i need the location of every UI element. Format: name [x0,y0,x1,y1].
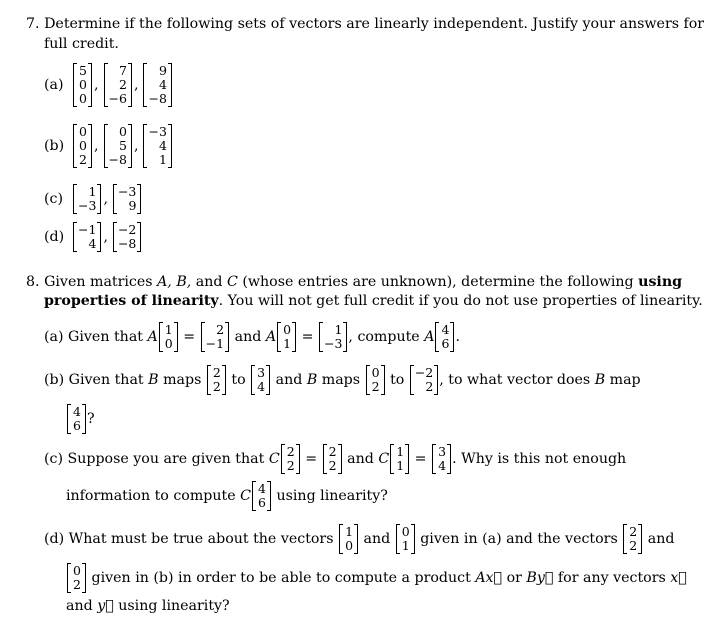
text: Given that [68,329,148,345]
text: and [643,531,675,547]
text: and [66,598,98,614]
vector-entry: −8 [148,91,167,106]
comma: , [94,138,99,154]
vector-entry: 4 [158,138,167,153]
vector-entry: 6 [73,418,81,433]
vector [390,444,409,474]
matrix-a: A [265,329,277,345]
product-by: By⃗ [526,570,554,586]
vector-entry: 1 [396,458,405,473]
text: and [230,329,266,345]
vector-entry: 5 [119,138,127,153]
vector-entry: 1 [345,524,354,539]
q7-vector [104,124,132,168]
vector-entry: 4 [258,481,266,496]
q8-part-c-cont [66,481,388,511]
vector-entry: 9 [158,63,167,78]
text: information to compute [66,488,241,504]
vector-entry: 1 [158,152,167,167]
vector-entry: −3 [148,124,167,139]
q8-number: 8. [26,274,40,290]
q7-vector [143,63,171,107]
vector-entry: 1 [283,336,292,351]
vector-entry: 3 [257,365,266,380]
text: . Why is this not enough [452,451,627,467]
part-label: (a) [44,329,69,345]
vector-y: y⃗ [97,598,114,614]
q7-part-b [44,124,173,168]
vector-entry: 2 [425,379,434,394]
q8-intro-cont: (whose entries are unknown), determine the following [237,274,639,290]
comma: , [103,229,108,245]
vector-entry: 1 [401,538,410,553]
matrix-b: B [148,372,159,388]
q8-part-b [44,365,641,395]
matrix-c: C [240,488,251,504]
vector [201,322,229,352]
vector-entry: 4 [88,236,97,251]
vector-entry: −3 [323,336,343,351]
vector-entry: −3 [117,184,137,199]
text: . [455,329,460,345]
vector-entry: 2 [79,152,87,167]
text: Given that [68,372,149,388]
q8-intro-matrices: A, B, [157,274,192,290]
text: or [502,570,527,586]
comma: , [133,77,139,93]
matrix-a: A [147,329,158,345]
q8-part-d [44,524,674,554]
q8-part-c [44,444,626,474]
q8-part-d-cont [66,563,687,593]
q8-properties-rest: . You will not get full credit if you do not use properties of linearity. [218,293,703,309]
vector-entry: 2 [212,365,221,380]
text: given in (a) and the vectors [415,531,623,547]
vector-entry: 4 [257,379,266,394]
vector-entry: −1 [205,336,225,351]
text: , to what vector does [439,372,595,388]
vector [432,444,451,474]
vector [207,365,226,395]
vector-entry: 6 [441,336,450,351]
vector-entry: 1 [334,322,343,337]
vector-entry: 0 [79,91,87,106]
text: What must be true about the vectors [68,531,339,547]
vector-entry: 2 [212,379,221,394]
vector-entry: 2 [629,524,638,539]
q7-vector [73,63,92,107]
q7-vector [73,124,92,168]
vector-entry: 4 [441,322,450,337]
vector-entry: 7 [119,63,127,78]
part-label: (b) [44,138,65,154]
vector [396,524,415,554]
vector-entry: 0 [371,365,380,380]
text: and [342,451,379,467]
q8-intro-text: Given matrices [44,274,158,290]
q7-vector [73,222,101,252]
vector [252,481,271,511]
vector-entry: 9 [128,198,137,213]
text: and [271,372,307,388]
vector-entry: −8 [108,152,127,167]
matrix-a: A [424,329,435,345]
text: = [300,451,322,467]
vector [623,524,642,554]
vector [323,444,342,474]
matrix-b: B [594,372,606,388]
text: , compute [348,329,425,345]
text: ? [87,411,95,427]
text: Suppose you are given that [67,451,269,467]
text: maps [317,372,365,388]
q7-vector [113,222,141,252]
vector-entry: −6 [108,91,127,106]
vector [435,322,454,352]
vector-entry: 4 [438,458,447,473]
vector-entry: 2 [216,322,225,337]
part-label: (d) [44,229,65,245]
vector [281,444,300,474]
vector-entry: 2 [371,379,380,394]
q8-part-a [44,322,460,352]
text: given in (b) in order to be able to compute a product [87,570,476,586]
vector-entry: 0 [345,538,354,553]
text: and [359,531,395,547]
text: to [226,372,251,388]
vector [251,365,270,395]
text: = [178,329,200,345]
vector-entry: 0 [283,322,292,337]
vector-entry: 1 [88,184,97,199]
vector [319,322,347,352]
q7-part-c [44,184,142,214]
vector-entry: 3 [438,444,447,459]
q7-vector [143,124,171,168]
vector-entry: 0 [119,124,127,139]
matrix-b: B [306,372,318,388]
vector-entry: −3 [78,198,97,213]
vector-entry: 0 [401,524,410,539]
vector-entry: 2 [286,444,295,459]
vector-entry: 2 [328,458,337,473]
q7-text1: Determine if the following sets of vectors are linearly independent. Justify your answers for [44,16,704,32]
vector-entry: 6 [258,495,266,510]
vector [159,322,178,352]
q8-line1 [26,274,682,290]
part-label: (c) [44,451,68,467]
matrix-c: C [378,451,390,467]
q7-vector [104,63,132,107]
text: maps [158,372,206,388]
vector-entry: −8 [117,236,137,251]
q8-intro-and: and [191,274,227,290]
vector-entry: 1 [396,444,405,459]
vector-entry: −1 [78,222,97,237]
vector-entry: 4 [73,404,81,419]
vector [339,524,358,554]
q8-part-b-cont [66,404,95,434]
q7-part-d [44,222,142,252]
text: using linearity? [271,488,388,504]
vector-entry: 2 [286,458,295,473]
vector [67,404,86,434]
q7-line1 [26,16,704,32]
vector-entry: 2 [328,444,337,459]
vector-entry: −2 [117,222,137,237]
vector-entry: 2 [119,77,127,92]
vector [277,322,296,352]
part-label: (d) [44,531,69,547]
comma: , [133,138,139,154]
vector-entry: 1 [164,322,173,337]
vector-entry: 4 [158,77,167,92]
part-label: (b) [44,372,69,388]
vector [366,365,385,395]
q8-intro-c: C [226,274,238,290]
vector-entry: 0 [79,138,87,153]
part-label: (a) [44,77,64,93]
vector-entry: 0 [164,336,173,351]
vector-entry: −2 [414,365,434,380]
text: for any vectors [553,570,671,586]
vector-entry: 0 [73,563,81,578]
vector-x: x⃗ [670,570,687,586]
text: = [410,451,432,467]
vector [67,563,86,593]
q8-line2 [44,293,703,309]
vector-entry: 0 [79,77,87,92]
vector-entry: 2 [73,577,81,592]
text: to [385,372,409,388]
text: map [605,372,641,388]
q7-part-a [44,63,173,107]
vector-entry: 5 [79,63,87,78]
part-label: (c) [44,191,64,207]
q8-part-d-cont2 [66,598,230,614]
q7-vector [113,184,141,214]
comma: , [94,77,99,93]
comma: , [103,191,108,207]
q7-number: 7. [26,16,40,32]
vector-entry: 2 [629,538,638,553]
vector [410,365,438,395]
q7-line2: full credit. [44,36,119,52]
q7-vector [73,184,101,214]
matrix-c: C [268,451,280,467]
product-ax: Ax⃗ [475,570,503,586]
text: = [297,329,318,345]
q8-properties-bold: properties of linearity [44,293,219,309]
q8-intro-using: using [638,274,683,290]
vector-entry: 0 [79,124,87,139]
text: using linearity? [113,598,230,614]
